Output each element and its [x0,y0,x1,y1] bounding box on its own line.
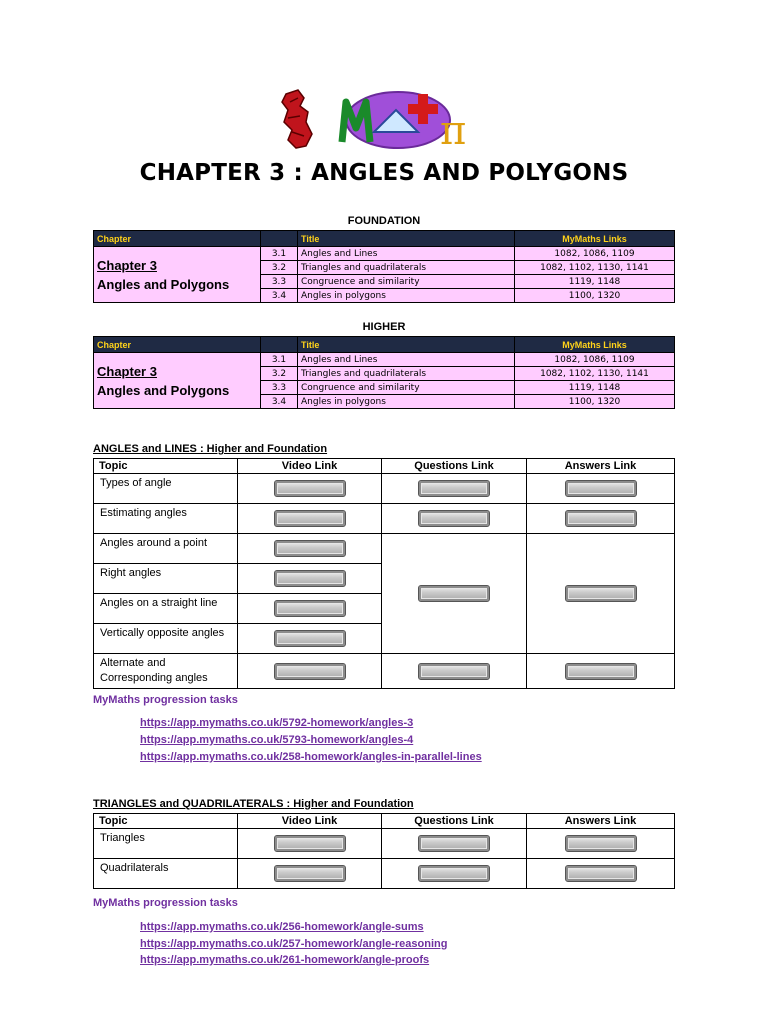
header-answers: Answers Link [527,814,675,829]
header-links: MyMaths Links [515,337,675,353]
section-links: 1119, 1148 [515,275,675,289]
answers-link-button[interactable] [565,480,637,497]
video-link-button[interactable] [274,630,346,647]
maths-pi-icon [342,92,466,152]
header-video: Video Link [238,459,382,474]
topic-name: Estimating angles [94,504,238,534]
progression-link[interactable]: https://app.mymaths.co.uk/261-homework/angle-proofs [140,954,430,966]
table-row [94,474,675,504]
section-number: 3.2 [261,367,298,381]
header-answers: Answers Link [527,459,675,474]
questions-link-button[interactable] [418,480,490,497]
section-title: Congruence and similarity [298,381,515,395]
chapter-cell [94,353,261,409]
section-title: Angles in polygons [298,289,515,303]
header-video: Video Link [238,814,382,829]
topic-name: Angles on a straight line [94,594,238,624]
section-number: 3.1 [261,247,298,261]
video-link-button[interactable] [274,663,346,680]
video-link-button[interactable] [274,540,346,557]
section-title: Triangles and quadrilaterals [298,367,515,381]
section-links: 1082, 1086, 1109 [515,247,675,261]
chapter-name: Angles and Polygons [97,382,230,398]
progression-link[interactable]: https://app.mymaths.co.uk/256-homework/angle-sums [140,921,424,933]
video-link-button[interactable] [274,835,346,852]
table-row [94,247,675,261]
header-title: Title [298,337,515,353]
topic-name: Right angles [94,564,238,594]
answers-link-button[interactable] [565,585,637,602]
header-topic: Topic [94,459,238,474]
angles-lines-heading: ANGLES and LINES : Higher and Foundation [93,443,328,455]
chapter-link[interactable]: Chapter 3 [97,363,157,379]
table-row [94,654,675,689]
table-row [94,353,675,367]
questions-link-button[interactable] [418,510,490,527]
video-link-button[interactable] [274,600,346,617]
page-title: CHAPTER 3 : ANGLES AND POLYGONS [139,160,629,186]
header-topic: Topic [94,814,238,829]
progression-link[interactable]: https://app.mymaths.co.uk/258-homework/angles-in-parallel-lines [140,751,482,763]
section-number: 3.3 [261,275,298,289]
progression-heading: MyMaths progression tasks [93,694,238,706]
angles-lines-table [93,458,675,689]
topic-name: Alternate and Corresponding angles [94,654,238,689]
section-number: 3.1 [261,353,298,367]
topic-name: Triangles [94,829,238,859]
section-number: 3.4 [261,289,298,303]
header-chapter: Chapter [94,231,261,247]
header-chapter: Chapter [94,337,261,353]
questions-link-button[interactable] [418,865,490,882]
triangles-table [93,813,675,889]
table-row [94,859,675,889]
progression-link[interactable]: https://app.mymaths.co.uk/257-homework/angle-reasoning [140,938,448,950]
chapter-name: Angles and Polygons [97,276,230,292]
table-row [94,829,675,859]
questions-link-button[interactable] [418,835,490,852]
table-row [94,534,675,564]
mymaths-logo [276,88,476,152]
header-title: Title [298,231,515,247]
progression-link[interactable]: https://app.mymaths.co.uk/5792-homework/angles-3 [140,717,414,729]
answers-link-button[interactable] [565,510,637,527]
section-title: Angles in polygons [298,395,515,409]
answers-link-button[interactable] [565,835,637,852]
header-questions: Questions Link [382,459,527,474]
section-links: 1082, 1086, 1109 [515,353,675,367]
section-number: 3.4 [261,395,298,409]
video-link-button[interactable] [274,570,346,587]
higher-table [93,336,675,409]
section-number: 3.3 [261,381,298,395]
questions-link-button[interactable] [418,585,490,602]
section-title: Angles and Lines [298,247,515,261]
header-links: MyMaths Links [515,231,675,247]
svg-text:π: π [440,108,467,152]
section-title: Congruence and similarity [298,275,515,289]
progression-link[interactable]: https://app.mymaths.co.uk/5793-homework/angles-4 [140,734,414,746]
section-title: Angles and Lines [298,353,515,367]
school-crest-icon [282,90,312,148]
higher-caption: HIGHER [362,321,406,333]
section-links: 1119, 1148 [515,381,675,395]
triangles-heading: TRIANGLES and QUADRILATERALS : Higher and Foundation [93,798,414,810]
chapter-link[interactable]: Chapter 3 [97,257,157,273]
section-links: 1100, 1320 [515,395,675,409]
section-title: Triangles and quadrilaterals [298,261,515,275]
video-link-button[interactable] [274,480,346,497]
video-link-button[interactable] [274,510,346,527]
section-links: 1082, 1102, 1130, 1141 [515,261,675,275]
section-links: 1082, 1102, 1130, 1141 [515,367,675,381]
foundation-caption: FOUNDATION [347,215,421,227]
questions-link-button[interactable] [418,663,490,680]
header-questions: Questions Link [382,814,527,829]
answers-link-button[interactable] [565,663,637,680]
chapter-cell [94,247,261,303]
section-links: 1100, 1320 [515,289,675,303]
topic-name: Angles around a point [94,534,238,564]
topic-name: Vertically opposite angles [94,624,238,654]
foundation-table [93,230,675,303]
topic-name: Quadrilaterals [94,859,238,889]
answers-link-button[interactable] [565,865,637,882]
section-number: 3.2 [261,261,298,275]
topic-name: Types of angle [94,474,238,504]
progression-heading: MyMaths progression tasks [93,897,238,909]
table-row [94,504,675,534]
video-link-button[interactable] [274,865,346,882]
